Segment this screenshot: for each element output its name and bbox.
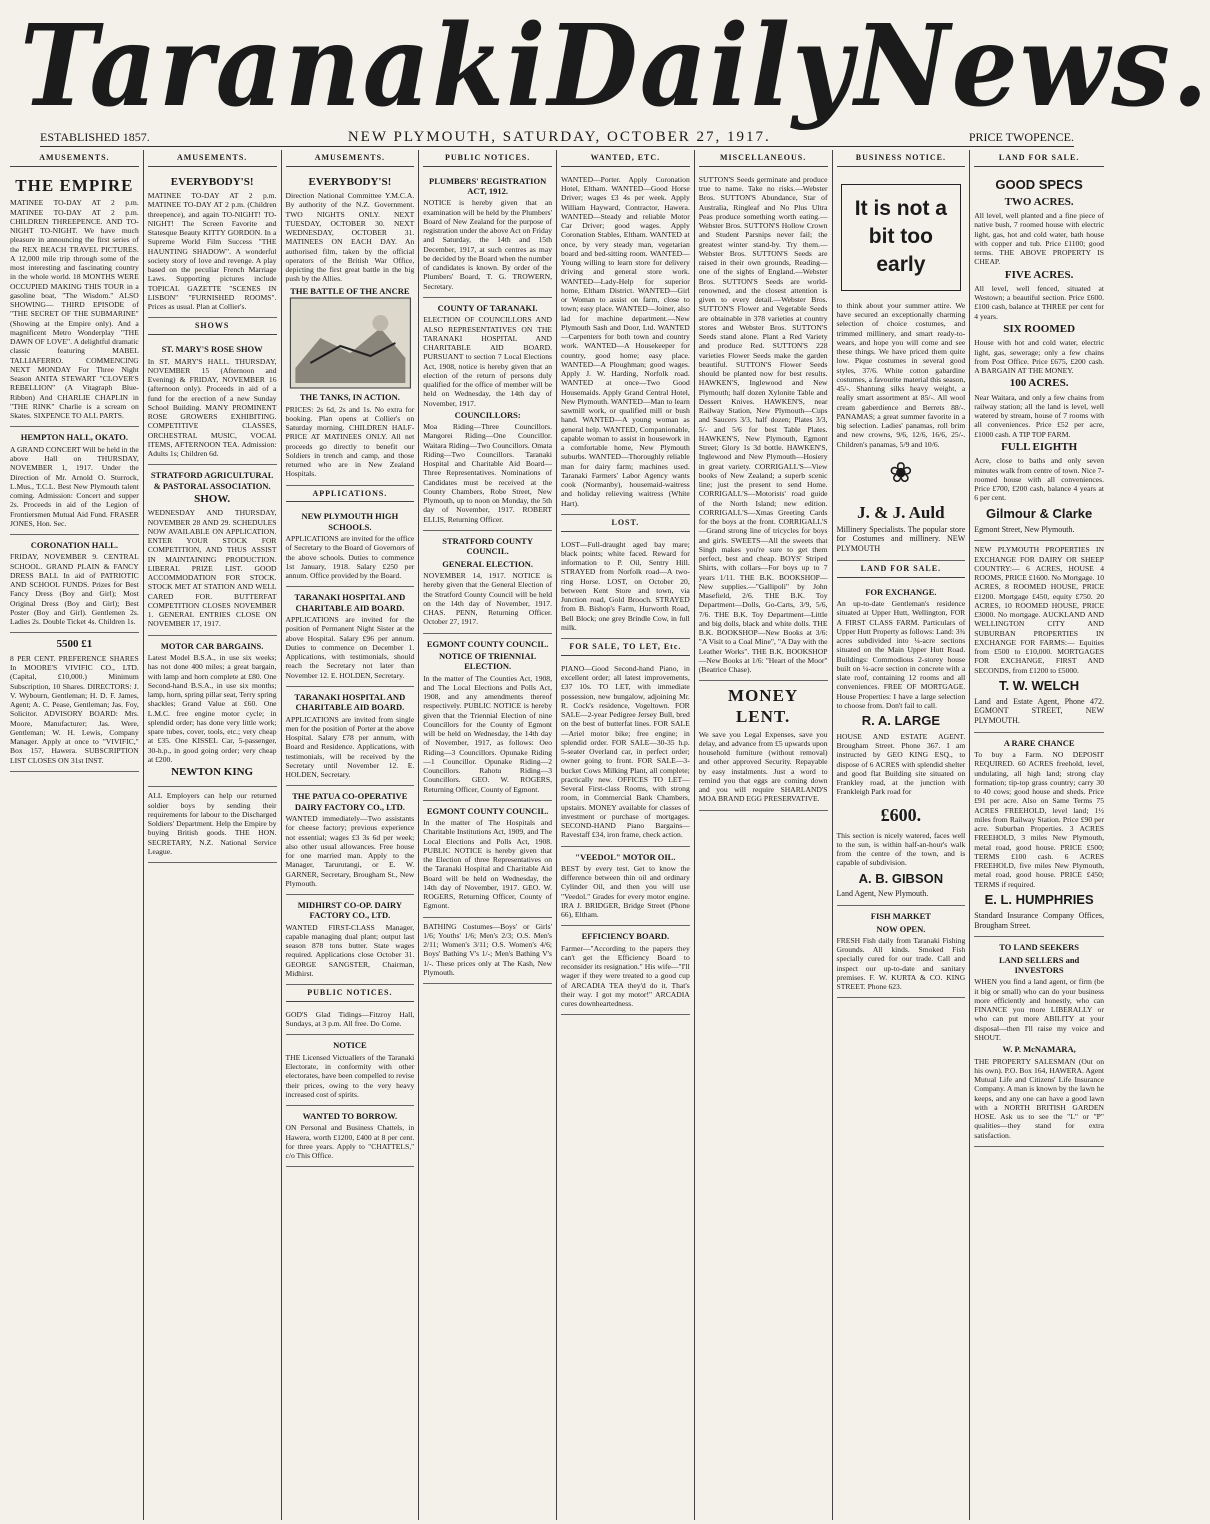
motor-car-ad <box>148 636 277 788</box>
miscellaneous-ads <box>699 171 828 682</box>
stratford-council-sub: GENERAL ELECTION. <box>442 558 533 569</box>
high-schools-title: NEW PLYMOUTH HIGH SCHOOLS. <box>301 511 399 532</box>
midhirst-title: MIDHIRST CO-OP. DAIRY FACTORY CO., LTD. <box>297 900 403 921</box>
victuallers-text: THE Licensed Victuallers of the Taranaki Electorate, in conformity with other electorates, have been compelled to revise their prices, owing to the very heavy increased cost of spirits. <box>285 1052 415 1099</box>
applications-header: APPLICATIONS. <box>286 486 415 503</box>
column-3-header: AMUSEMENTS. <box>286 150 415 167</box>
stratford-council-notice <box>423 531 552 634</box>
veedol-title: "VEEDOL" MOTOR OIL. <box>575 851 676 862</box>
for-sale-header: FOR SALE, TO LET, Etc. <box>561 639 690 656</box>
shows-header: SHOWS <box>148 318 277 335</box>
welch-sub: Land and Estate Agent, Phone 472. EGMONT STREET, NEW PLYMOUTH. <box>974 696 1104 726</box>
column-4-header: PUBLIC NOTICES. <box>423 150 552 167</box>
gibson-title: A. B. GIBSON <box>858 870 944 886</box>
councillors-text: Moa Riding—Three Councillors. Mangorei Riding—One Councillor. Waitara Riding—Two Councillors. Omata Riding—Two Councillors. Taranaki Hospital and Charitable Aid Board—Three Representatives. Nominations of Candidates must be received at the County Chambers, Robe Street, New Plymouth, up to noon on Monday, the 5th day of November, 1917. ROBERT ELLIS, Returning Officer. <box>423 422 552 524</box>
column-6 <box>695 150 833 1520</box>
issue-date: NEW PLYMOUTH, SATURDAY, OCTOBER 27, 1917. <box>347 128 771 145</box>
established-label: ESTABLISHED 1857. <box>40 129 150 144</box>
lost-text: LOST—Full-draught aged bay mare; black points; white faced. Reward for information to P. Oil, Sentry Hill. STRAYED from Norfolk road—A two-ring Horse. LOST, on October 20, between Kent Store and town, via Junction road, Gold Brooch. STRAYED from B. Bishop's Farm, Hurworth Road, Bell Block; one grey Brindle Cow, in full milk. <box>561 539 690 632</box>
newton-king-label: NEWTON KING <box>171 766 254 778</box>
high-schools-text: APPLICATIONS are invited for the office of Secretary to the Board of Governors of the above schools. Duties to commence 1st January, 1918. Salary £250 per annum. Office provided by the Board. <box>285 534 415 581</box>
large-text: HOUSE AND ESTATE AGENT. Brougham Street. Phone 367. I am instructed by GEO KING ESQ., to dispose of 6 ACRES with splendid shelter and good flat Building site situated on Frankley road, at the junction with Frankleigh Park road for <box>836 731 966 797</box>
humphries-text: Standard Insurance Company Offices, Brougham Street. <box>974 910 1104 930</box>
everybodys-title-2: EVERYBODY'S! <box>308 175 392 188</box>
masthead-word-3: News. <box>854 0 1210 132</box>
efficiency-text: Farmer—"According to the papers they can't get the Efficiency Board to reconsider its resignation." His wife—"I'll wager if they were treated to a good cup of ARCADIA TEA they'd do it. That's their way. I got my motor!" ARCADIA cures downheartedness. <box>561 943 690 1009</box>
employers-text: ALL Employers can help our returned soldier boys by sending their requirements for labour to the Discharged Soldiers' Department. Help the Empire by buying British goods. THE HON. SECRETARY, N.Z. National Service League. <box>147 791 277 856</box>
dateline <box>40 128 1074 147</box>
egmont-council-notice <box>423 634 552 801</box>
empire-text: MATINEE TO-DAY AT 2 p.m. MATINEE TO-DAY AT 2 p.m. CHILDREN THREEPENCE. AND TO-NIGHT TO-NIGHT. We have much pleasure in announcing the first series of the REX BEACH TRAVEL PICTURES. A 12,000 mile trip through some of the most interesting and fascinating country in the whole world. 18 MONTHS WERE OCCUPIED MAKING THIS TOUR in a gasoline boat, "The Wisdom." ALSO SHOWING— THIRD EPISODE of "THE SECRET OF THE SUBMARINE" (Showing at the Empire only). And a magnificent Metro Wonderplay "THE DAWN OF LOVE". A delightful dramatic classic featuring MABEL TALLIAFERRO. COMMENCING NEXT MONDAY For Three Night Season ANITA STEWART "CLOVER'S REBELLION" (A Vitagraph Blue-Ribbon) And CHARLIE CHAPLIN in "THE RINK" Charlie is a scream on Skates. SIXPENCE TO ALL PARTS. <box>10 198 139 421</box>
motor-title: MOTOR CAR BARGAINS. <box>160 640 264 651</box>
coronation-hall-ad <box>10 535 139 633</box>
column-3 <box>282 150 420 1520</box>
egmont-title: EGMONT COUNTY COUNCIL. <box>426 638 549 649</box>
rare-chance-text: To buy a Farm. NO DEPOSIT REQUIRED. 60 ACRES freehold, level, undulating, all high land; strong clay formation; tip-top grass country; carry 30 to 40 cows; good house and sheds. Price £91 per acre. Also on Same Terms 75 ACRES FREEHOLD, level land; 1½ miles from Railway Station. Price £90 per acre. Suburban Properties. 3 ACRES FREEHOLD, 3 miles New Plymouth, metal road, good house. PRICE £500; TERMS £100 cash. 6 ACRES FREEHOLD, five miles New Plymouth, metal road, good house. PRICE £450; TERMS if required. <box>974 750 1104 889</box>
five-acres-text: All level, well fenced, situated at Westown; a beautiful section. Price £600. £100 cash, balance at THREE per cent for 4 years. <box>974 283 1104 321</box>
wanted-text: WANTED—Porter. Apply Coronation Hotel, Eltham. WANTED—Good Horse Driver; wages £3 4s per week. Apply William Hayward, Contractor, Hawera. WANTED—Steady and reliable Motor Car Driver; good wages. Apply Coronation Stables, Eltham. WANTED at once, by very steady man, vegetarian board and bed-sitting room. WANTED—Young willing to learn store for delivery driving and general store work. WANTED—Lady-Help for superior home, Eltham District. WANTED—Girl or Woman to assist on farm, close to town; easy place. WANTED—Joiner, also lad for machine department.—New Plymouth Sash and Door, Ltd. WANTED—Carpenters for both town and country work. WANTED—A Housekeeper for country, good home; easy place. WANTED—A Ploughman; good wages. Apply J. W. Harding, Norfolk road. WANTED at once—Two Good Housemaids. Apply Grand Central Hotel, New Plymouth. WANTED—Man to learn sawmill work, or qualified mill or bush hand. WANTED—A young woman as general help. WANTED, Companionable, capable woman to assist in housework in a comfortable home, New Plymouth suburbs. WANTED—Thoroughly reliable man for dairy farm; machines used. Taranaki Farmers' Labor Agency wants cook (Normanby), housemaid-waitress and holiday relieving waitress (White Hart). <box>561 174 690 508</box>
notice-title: NOTICE <box>333 1040 367 1051</box>
fish-title: FISH MARKET <box>870 911 931 922</box>
stratford-title: STRATFORD AGRICULTURAL & PASTORAL ASSOCIATION. <box>150 470 274 491</box>
motor-text: Latest Model B.S.A., in use six weeks; has not done 400 miles; a great bargain, with lamp and horn complete at £80. One Second-hand B.S.A., in use six months; lamp, horn, spring pillar seat, Terry spring shackles; Grand Value at £60. One L.M.C. free engine motor cycle; in splendid order; has done very little work; spare tubes, cover, tools, etc.; very cheap at £35. One KISSEL Car, 5-passenger, 30-h.p., in good going order; very cheap at £200. <box>147 653 277 764</box>
glad-tidings-notice <box>286 1006 415 1036</box>
column-2-header: AMUSEMENTS. <box>148 150 277 167</box>
plumbers-title: PLUMBERS' REGISTRATION ACT, 1912. <box>429 175 547 197</box>
business-text: to think about your summer attire. We have secured an exceptionally charming selection of choice costumes, and trimmed millinery, and smart ready-to-wears, and hope you will come and see these things. We have priced them quite low. Pique costumes in several good styles, 37/6. White cotton gabardine costumes, a favourite material this season, 45/-. Shantung silks heavy weight, a really smart assortment at 85/-. All wool cream gaberdience and Berrets 88/-. PANAMAS; a great summer favorite in a big selection. Ladies' panamas, roll brim and new crowns, 9/6, 12/6, 16/6, 25/-. Children's panamas, 5/9 and 10/6. <box>836 300 966 449</box>
exchange-ad <box>837 582 966 907</box>
high-schools-ad <box>286 506 415 587</box>
six-roomed-title: SIX ROOMED <box>1003 322 1076 335</box>
auld-ad <box>837 171 966 561</box>
lost-header: LOST. <box>561 515 690 532</box>
fish-market-ad <box>837 906 966 998</box>
full-eighth-text: Acre, close to baths and only seven minutes walk from centre of town. Nice 7-roomed house with all conveniences. Price £700, £200 cash, balance 4 years at 6 per cent. <box>974 456 1104 503</box>
box-line-2: bit too early <box>868 225 933 277</box>
patua-title: THE PATUA CO-OPERATIVE DAIRY FACTORY CO., LTD. <box>292 791 408 812</box>
hospital-title-1: TARANAKI HOSPITAL AND CHARITABLE AID BOARD. <box>294 592 406 613</box>
money-lent-text: We save you Legal Expenses, save you delay, and advance from £5 upwards upon household furniture (without removal) and other approved Security. Repayable by easy instalments. Just a word to remind you that eggs are coming down and you will require SHARLAND'S MOA BRAND EGG PRESERVATIVE. <box>698 729 828 804</box>
gilmour-clarke-ad <box>974 171 1104 542</box>
column-1-header: AMUSEMENTS. <box>10 150 139 167</box>
not-too-early-box <box>841 184 962 291</box>
midhirst-ad <box>286 895 415 985</box>
shares-title: 5500 £1 <box>56 638 93 651</box>
exchange-text: An up-to-date Gentleman's residence situated at Upper Hutt, Wellington, FOR A FIRST CLASS FARM. Particulars of Upper Hutt Property as follows: Land: 3¾ acres subdivided into ¼-acre sections situated on the Main Upper Hutt Road. Buildings: Commodious 2-storey house built on ¼-acre section in concrete with a slate roof, containing 12 rooms and all conveniences. FREE OF MORTGAGE. House Properties: I have a large selection to choose from. Don't fail to call. <box>836 599 966 710</box>
veedol-text: BEST by every test. Get to know the difference between thin oil and ordinary Cylinder Oil, and then you will use "Veedol." Grades for every motor engine. IRA J. BRIDGER, Bridge Street (Phone 66), Eltham. <box>561 863 690 920</box>
councillors-title: COUNCILLORS: <box>454 409 521 420</box>
column-7 <box>833 150 971 1520</box>
for-sale-ads <box>561 660 690 847</box>
patua-ad <box>286 786 415 895</box>
hempton-hall-ad <box>10 427 139 535</box>
hempton-title: HEMPTON HALL, OKATO. <box>20 432 128 443</box>
welch-text: NEW PLYMOUTH PROPERTIES IN EXCHANGE FOR DAIRY OR SHEEP COUNTRY:— 6 ACRES, HOUSE 4 ROOMS, PRICE £1600. No Mortgage. 10 ACRES, 8 ROOMED HOUSE, PRICE £1200. Mortgage £450, equity £750. 20 ACRES, 10 ROOMED HOUSE, PRICE £3000. No mortgage. AUCKLAND AND WELLINGTON CITY AND SUBURBAN PROPERTIES IN EXCHANGE FOR FARMS:— Equities from £500 to £10,000. MORTGAGES FOR EXCHANGE, FIRST AND SECONDS, from £1200 to £5000. <box>974 545 1104 675</box>
large-title: R. A. LARGE <box>861 713 940 729</box>
tanks-line: THE TANKS, IN ACTION. <box>299 392 400 403</box>
full-eighth-title: FULL EIGHTH <box>1001 440 1078 453</box>
two-acres-title: TWO ACRES. <box>1004 195 1074 208</box>
borrow-text: ON Personal and Business Chattels, in Hawera, worth £1200, £400 at 8 per cent. for three years. Apply to "CHATTELS," c/o This Office. <box>285 1123 415 1161</box>
gilmour-title: Gilmour & Clarke <box>986 505 1093 521</box>
plumbers-text: NOTICE is hereby given that an examination will be held by the Plumbers' Board of New Zealand for the purpose of registration under the above Act on Friday and Saturday, the 14th and 15th December, 1917, at such centres as may be decided by the Board when the number of candidates is known. By order of the Plumbers' Board, T. G. TROWERN, Secretary. <box>423 198 552 291</box>
miscellaneous-text: SUTTON'S Seeds germinate and produce true to name. Take no risks.—Webster Bros. SUTTON'S Abundance, Star of Australia, Ringleaf and No Plus Ultra Peas produce something worth eating.—Webster Bros. SUTTON'S Hollow Crown and Student Parsnips never fail; the greatest winter stand-by. Try them.—Webster Bros. SUTTON'S Seeds are raised in their own grounds, Reading—one of the sights of England.—Webster Bros. SUTTON'S Seeds are world-renowned, and the closest attention is given to every detail.—Webster Bros. SUTTON'S Flower and Vegetable Seeds are obtainable in 378 varieties at country stores and Webster Bros. SUTTON'S Seeds stand alone. Plant a Red Variety and produce Red. SUTTON'S 228 varieties Flower Seeds make the garden beautiful. SUTTON'S Flower Seeds should be planted now for best results. HAWKEN'S, Inglewood and New Plymouth; half dozen Xylonite Table and Dessert Knives. HAWKEN'S, near Railway Station, New Plymouth—Cups and Saucers 3/3, half dozen; Plates 3/3, 5/- and 5/6 for best Table Plates. HAWKEN'S, New Plymouth, Egmont Street; Glory 1s 3d bottle. HAWKEN'S, Inglewood and New Plymouth—Hosiery in great variety. CORRIGALL'S—View books of New Zealand; a superb scenic line; just the present to send Home. CORRIGALL'S—Motorists' road guide of the North Island; new edition. CORRIGALL'S—Xmas Greeting Cards for the boys at the front. CORRIGALL'S—Grand strong line of tricycles for boys and girls. SWEETS—All the sweets that Singh makes you're sure to get them perfect, best and cheap. BOYS' Striped Shirts, with collars—For boys up to 7 years 1/11. THE B.K. BOOKSHOP—New supplies.—"Gallipoli" by John Masefield, 2/6. THE B.K. Toy Department—Dolls, Go-Carts, 3/9, 5/6, 7/6. THE B.K. Toy Department—Little and big dolls, black and white dolls. THE B.K. BOOKSHOP—New Books at 3/6: "A Visit to a Coal Mine", "A Day with the Leather Works". THE B.K. BOOKSHOP—New Books at 1/6: "Heart of the Moor" (Beatrice Chase). <box>698 174 828 674</box>
land-seekers-ad <box>974 937 1104 1146</box>
county-notice <box>423 298 552 531</box>
egmont2-title: EGMONT COUNTY COUNCIL. <box>426 805 549 816</box>
newspaper-columns <box>6 150 1108 1520</box>
land-for-sale-header-7: LAND FOR SALE. <box>837 561 966 578</box>
hospital-text-2: APPLICATIONS are invited from single men for the position of Porter at the above Hospital. Salary £78 per annum, with Board and Residence. Applications, with testimonials, will be received by the Secretary until November 12. E. HOLDEN, Secretary. <box>285 714 415 780</box>
everybodys-ad-2 <box>286 171 415 486</box>
employers-notice <box>148 787 277 863</box>
humphries-title: E. L. HUMPHRIES <box>984 891 1094 907</box>
for-sale-text: PIANO—Good Second-hand Piano, in excellent order; all latest improvements, £37 10s. TO LET, with immediate possession, new bungalow, adjoining Mr. R. Cock's residence, Vogeltown. FOR SALE—2-year Pedigree Jersey Bull, bred on the best of butterfat lines. FOR SALE—Ariel motor bike; free engine; in splendid order. FOR SALE—30-35 h.p. 5-seater Overland car, in perfect order; owner going to front. FOR SALE—3-bucket Cows Milking Plant, all complete; practically new. OFFICES TO LET—Several First-class Rooms, with strong room, in Commercial Bank Chambers, upstairs. MONEY available for classes of investment or purchase of mortgages. SECOND-HAND Piano Bargains—Ravestaff £34, iron frame, check action. <box>561 663 690 840</box>
wanted-ads <box>561 171 690 515</box>
land-seekers-sub: LAND SELLERS and INVESTORS <box>998 954 1080 976</box>
show-title: SHOW. <box>194 492 231 505</box>
borrow-notice <box>286 1106 415 1167</box>
everybodys-ad-1 <box>148 171 277 319</box>
midhirst-text: WANTED FIRST-CLASS Manager, capable managing dual plant; output last season 878 tons butter. State wages required. Applications close October 31. GEORGE SANGSTER, Chairman, Midhirst. <box>285 922 415 978</box>
ancre-line: THE BATTLE OF THE ANCRE <box>290 285 410 296</box>
welch-ad <box>974 541 1104 733</box>
fish-sub: NOW OPEN. <box>876 923 926 934</box>
lost-ads <box>561 536 690 640</box>
rose-show-title: ST. MARY'S ROSE SHOW <box>161 344 263 355</box>
column-5-header: WANTED, ETC. <box>561 150 690 167</box>
price-label: PRICE TWOPENCE. <box>968 129 1074 144</box>
everybodys-title-1: EVERYBODY'S! <box>170 175 254 188</box>
land-seekers-title: TO LAND SEEKERS <box>999 942 1079 953</box>
welch-title: T. W. WELCH <box>999 677 1080 693</box>
egmont-sub: NOTICE OF TRIENNIAL ELECTION. <box>438 650 537 672</box>
column-1 <box>6 150 144 1520</box>
empire-ad <box>10 171 139 428</box>
gilmour-text: Egmont Street, New Plymouth. <box>974 524 1075 534</box>
public-notices-header: PUBLIC NOTICES. <box>286 985 415 1002</box>
box-line-1: It is not a <box>854 196 947 220</box>
coronation-title: CORONATION HALL. <box>30 540 118 551</box>
rare-chance-title: A RARE CHANCE <box>1003 737 1075 748</box>
two-acres-text: All level, well planted and a fine piece of native bush, 7 roomed house with electric light, gas, hot and cold water, bath house with copper and tub. Price £1100; good terms. THE ABOVE PROPERTY IS CHEAP. <box>974 211 1104 267</box>
efficiency-title: EFFICIENCY BOARD. <box>581 931 670 942</box>
empire-title: THE EMPIRE <box>15 175 134 195</box>
column-4 <box>419 150 557 1520</box>
land-seekers-text: WHEN you find a land agent, or firm (be it big or small) who can do your business more efficiently and honestly, who can FINANCE you more LIBERALLY or who can put more ABILITY at your disposal—then I'll raise my voice and SHOUT. <box>974 977 1104 1042</box>
battle-illustration <box>286 298 415 388</box>
shares-ad <box>10 633 139 771</box>
hospital-text-1: APPLICATIONS are invited for the position of Permanent Night Sister at the above Hospital. Salary £96 per annum. Duties to commence on December 1. Applications, with testimonials, should reach the Secretary not later than November 12. E. HOLDEN, Secretary. <box>285 615 415 680</box>
stratford-council-title: STRATFORD COUNTY COUNCIL. <box>442 535 533 557</box>
mcnamara-title: W. P. McNAMARA, <box>1002 1044 1076 1055</box>
hundred-acres-text: Near Waitara, and only a few chains from railway station; all the land is level, well watered by stream, house of 7 rooms with all conveniences. Price £52 per acre, £1000 cash. A TIP TOP FARM. <box>974 392 1104 439</box>
auld-text: Millinery Specialists. The popular store for Costumes and millinery. NEW PLYMOUTH <box>836 524 966 554</box>
column-8 <box>970 150 1108 1520</box>
five-acres-title: FIVE ACRES. <box>1004 268 1074 281</box>
masthead-word-1: Taranaki <box>20 0 548 132</box>
auld-title: J. & J. Auld <box>857 502 945 522</box>
masthead-word-2: Daily <box>547 0 855 132</box>
prices-text: PRICES: 2s 6d, 2s and 1s. No extra for booking. Plan opens at Collier's on Saturday morning. CHILDREN HALF-PRICE AT MATINEES ONLY. All net proceeds go directly to benefit our Soldiers in trench and camp, and those returned who are in New Zealand Hospitals. <box>285 404 415 479</box>
rose-show-text: In ST. MARY'S HALL. THURSDAY, NOVEMBER 15 (Afternoon and Evening) & FRIDAY, NOVEMBER 16 (afternoon only). Proceeds in aid of a fund for the erection of a new Sunday School Building. MANY PROMINENT ROSE GROWERS EXHIBITING. COMPETITIVE CLASSES, ORCHESTRAL MUSIC, VOCAL ITEMS, AFTERNOON TEA. Admission: Adults 1s; Children 6d. <box>147 356 277 459</box>
egmont-text: In the matter of The Counties Act, 1908, and The Local Elections and Polls Act, 1908, and any amendments thereof respectively. PUBLIC NOTICE is hereby given that the Triennial Election of nine Councillors for the County of Egmont will be held on Wednesday, the 14th day of November, 1917, as follows: Oeo Riding—3 Councillors. Opunake Riding—1 Councillor. Opunake Riding—2 Councillors. Rahotu Riding—3 Councillors. GEO. W. ROGERS, Returning Officer, County of Egmont. <box>423 673 552 794</box>
hundred-acres-title: 100 ACRES. <box>1009 377 1069 390</box>
rare-chance-ad <box>974 733 1104 937</box>
gibson-text: Land Agent, New Plymouth. <box>836 889 929 899</box>
coronation-text: FRIDAY, NOVEMBER 9. CENTRAL SCHOOL. GRAND PLAIN & FANCY DRESS BALL In aid of PATRIOTIC AND SCHOOL FUNDS. Prizes for Best Fancy Dress (Boy and Girl); Most Original Dress (Boy and Girl); Best Poster (Boy and Girl). Gentlemen 2s. Ladies 2s. Double Ticket 4s. Children 1s. <box>10 552 139 627</box>
hospital-ad-1 <box>286 587 415 686</box>
everybodys-text-1: MATINEE TO-DAY AT 2 p.m. MATINEE TO-DAY AT 2 p.m. (Children threepence), and again TO-NIGHT! TO-NIGHT! The Screen Favorite and Statesque Beauty KITTY GORDON. In a Supreme World Film Success "THE HAUNTING SHADOW". A wonderful society story of love and revenge. A play based on the peculiar French Marriage Laws. Supporting pictures include TOPICAL GAZETTE "SCENES IN LISBON" "FURNISHED ROOMS". Prices as usual. Plan at Collier's. <box>147 191 277 312</box>
stratford-text: WEDNESDAY AND THURSDAY, NOVEMBER 28 AND 29. SCHEDULES NOW AVAILABLE ON APPLICATION. ENTER YOUR STOCK FOR COMPETITION, AND THUS ASSIST IN MAINTAINING PRODUCTION. LIBERAL PRIZE LIST. GOOD ACCOMMODATION FOR STOCK. STOCK MET AT STATION AND WELL CARED FOR. BUTTERFAT COMPETITION CLOSES NOVEMBER 1. GENERAL ENTRIES CLOSE ON NOVEMBER 17, 1917. <box>147 508 277 629</box>
victuallers-notice <box>286 1035 415 1106</box>
price-amount: £600. <box>880 804 922 825</box>
column-8-header: LAND FOR SALE. <box>974 150 1104 167</box>
money-lent-title: MONEY LENT. <box>728 686 799 726</box>
stratford-council-text: NOVEMBER 14, 1917. NOTICE is hereby given that the General Election of the Stratford County Council will be held on the 14th day of November, 1917. CHAS. PENN, Returning Officer. October 27, 1917. <box>423 571 552 627</box>
bathing-ad <box>423 918 552 985</box>
mcnamara-text: THE PROPERTY SALESMAN (Out on his own). P.O. Box 164, HAWERA. Agent Mutual Life and Citizens' Life Insurance Company. A man is known by the lawn he keeps, and any one can have a good lawn with a NORTH BRITISH GARDEN HOSE. Ask us to see the "L" or "P" qualities—they stand for extra satisfaction. <box>974 1056 1104 1140</box>
masthead <box>20 0 1210 132</box>
shares-text: 8 PER CENT. PREFERENCE SHARES In MOORE'S VIVIFIC CO., LTD. (Capital, £10,000.) Minimum Subscription, 10 Shares. DIRECTORS: J. V. Wybourn, Gentleman; H. D. F. James, Agent; A. C. Pease, Gentleman; Jas. Foy, Solicitor. ADVISORY BOARD: Mrs. Moore, Manufacturer; Jas. Were, Gentleman; W. H. Lewis, Company Manager. Apply at once to "VIVIFIC," Box 157, Hawera. SUBSCRIPTION LIST CLOSES ON 31st INST. <box>10 653 139 765</box>
county-title: COUNTY OF TARANAKI. <box>437 302 538 313</box>
column-7-header: BUSINESS NOTICE. <box>837 150 966 167</box>
six-roomed-text: House with hot and cold water, electric light, gas, sewerage; only a few chains from Post Office. Price £675, £200 cash. A BARGAIN AT THE MONEY. <box>974 338 1104 376</box>
everybodys-text-2: Direction National Committee Y.M.C.A. By authority of the N.Z. Government. TWO NIGHTS ONLY. NEXT TUESDAY, OCTOBER 30. NEXT WEDNESDAY, OCTOBER 31. MATINEES ON EACH DAY. An authorised film, taken by the official operators of the British War Office, depicting the first great battle in the big push by the Allies. <box>285 191 415 284</box>
efficiency-ad <box>561 926 690 1015</box>
hempton-text: A GRAND CONCERT Will be held in the above Hall on THURSDAY, NOVEMBER 1, 1917. Under the Direction of Mr. Arnold O. Sturrock, L.Mus., T.C.L. Best New Plymouth talent coming. Admission: Concert and supper 2s. Proceeds in aid of the Legion of Frontiersmen Mutual Aid Fund. FRASER JONES, Hon. Sec. <box>10 444 139 528</box>
bathing-text: BATHING Costumes—Boys' or Girls' 1/6; Youths' 1/6; Men's 2/3; O.S. Men's 2/11; Women's 3/11; O.S. Women's 4/6; Boys' Bathing V's 1/-; Men's Bathing V's 1/-. These prices only at The Kash, New Plymouth. <box>423 921 552 977</box>
egmont-council-notice-2 <box>423 801 552 918</box>
section-text: This section is nicely watered, faces well to the sun, is within half-an-hour's walk from the centre of the town, and is capable of subdivision. <box>836 830 966 868</box>
glad-tidings-text: GOD'S Glad Tidings—Fitzroy Hall, Sundays, at 3 p.m. All free. Do Come. <box>285 1009 415 1029</box>
hospital-title-2: TARANAKI HOSPITAL AND CHARITABLE AID BOARD. <box>294 691 406 713</box>
county-text: ELECTION OF COUNCILLORS AND ALSO REPRESENTATIVES ON THE TARANAKI HOSPITAL AND CHARITABLE AID BOARD. PURSUANT to section 7 Local Elections Act, 1908, notice is hereby given that an election of the return of persons duly qualified for the office of member will be held on Wednesday, the 14th day of November, 1917. <box>423 315 552 408</box>
fish-text: FRESH Fish daily from Taranaki Fishing Grounds. All kinds. Smoked Fish specially cured for our trade. Call and inspect our up-to-date and sanitary premises. F. W. KURTA & CO. KING STREET. Phone 623. <box>836 935 966 992</box>
column-6-header: MISCELLANEOUS. <box>699 150 828 167</box>
stratford-show-ad <box>148 465 277 635</box>
exchange-title: FOR EXCHANGE. <box>865 586 937 597</box>
borrow-title: WANTED TO BORROW. <box>302 1111 398 1122</box>
egmont2-text: In the matter of The Hospitals and Charitable Institutions Act, 1909, and The Local Elections and Polls Act, 1908. PUBLIC NOTICE is hereby given that the Election of three Representatives on the Taranaki Hospital and Charitable Aid Board will be held on Wednesday, the 14th day of November, 1917. GEO. W. ROGERS, Returning Officer, County of Egmont. <box>423 818 552 911</box>
patua-text: WANTED immediately—Two assistants for cheese factory; previous experience not essential; wages £3 3s 6d per week; also other usual allowances. Free house for one married man. Apply to the Manager, Tarurutangi, or E. W. GARNER, Secretary, Brougham St., New Plymouth. <box>285 814 415 888</box>
column-5 <box>557 150 695 1520</box>
veedol-ad <box>561 847 690 927</box>
good-specs-title: GOOD SPECS <box>995 176 1083 192</box>
column-2 <box>144 150 282 1520</box>
rose-show-ad <box>148 339 277 465</box>
hospital-ad-2 <box>286 687 415 786</box>
money-lent-ad <box>699 681 828 810</box>
plumbers-notice <box>423 171 552 298</box>
flower-ornament-icon: ❀ <box>889 457 913 489</box>
